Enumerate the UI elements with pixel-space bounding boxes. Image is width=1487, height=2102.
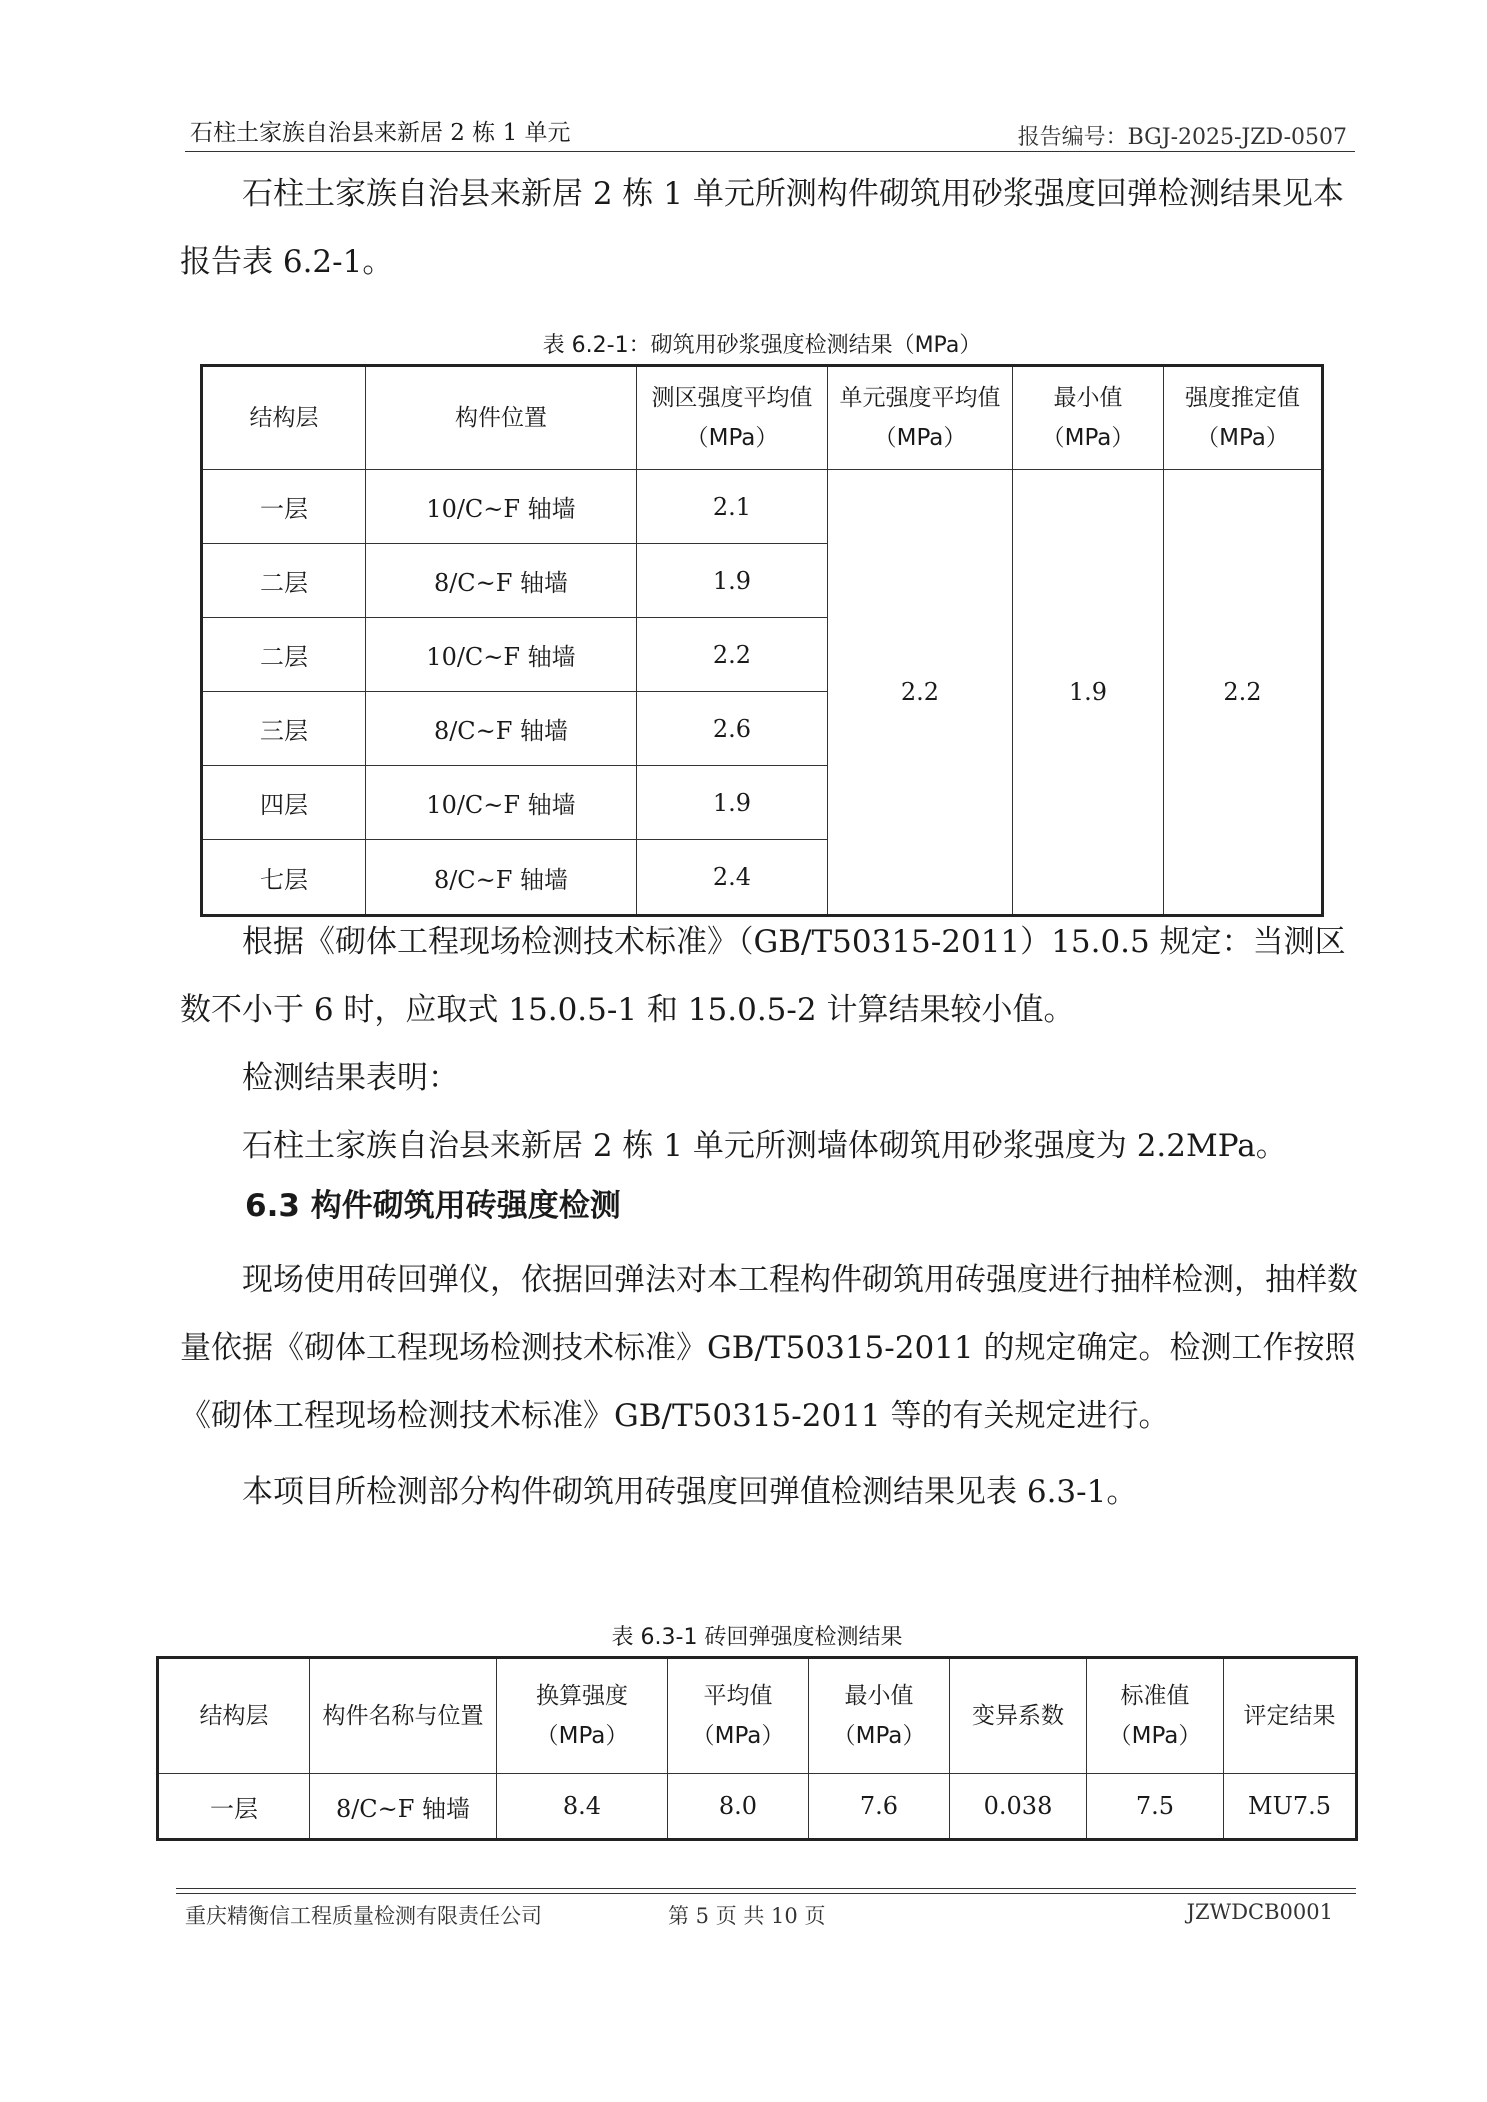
- intro-text: 石柱土家族自治县来新居 2 栋 1 单元所测构件砌筑用砂浆强度回弹检测结果见本报告表 6.2-1。: [180, 176, 1344, 280]
- converted-cell: 8.4: [497, 1774, 668, 1840]
- floor-cell: 一层: [202, 470, 366, 544]
- result-label: 检测结果表明：: [242, 1060, 459, 1096]
- floor-cell: 二层: [202, 544, 366, 618]
- table2-header-min: 最小值（MPa）: [809, 1658, 950, 1774]
- standard-text: 根据《砌体工程现场检测技术标准》（GB/T50315-2011）15.0.5 规定：当测区数不小于 6 时，应取式 15.0.5-1 和 15.0.5-2 计算结果较小值。: [180, 924, 1346, 1028]
- table1-header-position: 构件位置: [366, 366, 637, 470]
- value-cell: 1.9: [637, 544, 828, 618]
- floor-cell: 一层: [158, 1774, 310, 1840]
- table1-header-min: 最小值（MPa）: [1013, 366, 1164, 470]
- value-cell: 2.4: [637, 840, 828, 916]
- table2-header-cv: 变异系数: [950, 1658, 1087, 1774]
- min-cell: 1.9: [1013, 470, 1164, 916]
- grade-cell: MU7.5: [1224, 1774, 1357, 1840]
- header-title: 石柱土家族自治县来新居 2 栋 1 单元: [190, 120, 571, 146]
- table1-header-zone-avg: 测区强度平均值（MPa）: [637, 366, 828, 470]
- standard-cell: 7.5: [1087, 1774, 1224, 1840]
- position-cell: 8/C~F 轴墙: [366, 544, 637, 618]
- component-cell: 8/C~F 轴墙: [310, 1774, 497, 1840]
- result2-text: 本项目所检测部分构件砌筑用砖强度回弹值检测结果见表 6.3-1。: [242, 1474, 1138, 1510]
- table-row: [202, 470, 1323, 544]
- table2-header-converted: 换算强度（MPa）: [497, 1658, 668, 1774]
- footer-rule: [176, 1888, 1356, 1889]
- unit-avg-cell: 2.2: [828, 470, 1013, 916]
- position-cell: 10/C~F 轴墙: [366, 470, 637, 544]
- report-number: 报告编号：BGJ-2025-JZD-0507: [1017, 125, 1347, 150]
- floor-cell: 七层: [202, 840, 366, 916]
- footer-rule-thin: [176, 1893, 1356, 1894]
- position-cell: 8/C~F 轴墙: [366, 692, 637, 766]
- table1-header-unit-avg: 单元强度平均值（MPa）: [828, 366, 1013, 470]
- table2-header-standard: 标准值（MPa）: [1087, 1658, 1224, 1774]
- section-title: 6.3 构件砌筑用砖强度检测: [245, 1188, 621, 1224]
- table-row: [158, 1774, 1357, 1840]
- footer-page-number: 第 5 页 共 10 页: [668, 1904, 826, 1928]
- method-text: 现场使用砖回弹仪，依据回弹法对本工程构件砌筑用砖强度进行抽样检测，抽样数量依据《砌体工程现场检测技术标准》GB/T50315-2011 的规定确定。检测工作按照《砌体工程现场检测技术标准》GB/T50315-2011 等的有关规定进行。: [180, 1262, 1358, 1434]
- avg-cell: 8.0: [668, 1774, 809, 1840]
- value-cell: 2.6: [637, 692, 828, 766]
- table2-header-avg: 平均值（MPa）: [668, 1658, 809, 1774]
- floor-cell: 二层: [202, 618, 366, 692]
- position-cell: 8/C~F 轴墙: [366, 840, 637, 916]
- brick-strength-table: [156, 1656, 1358, 1841]
- result-text: 石柱土家族自治县来新居 2 栋 1 单元所测墙体砌筑用砂浆强度为 2.2MPa。: [242, 1128, 1287, 1164]
- table2-header-floor: 结构层: [158, 1658, 310, 1774]
- value-cell: 2.2: [637, 618, 828, 692]
- min-cell: 7.6: [809, 1774, 950, 1840]
- table2-header-component: 构件名称与位置: [310, 1658, 497, 1774]
- intro-paragraph: [180, 160, 1360, 296]
- value-cell: 1.9: [637, 766, 828, 840]
- value-cell: 2.1: [637, 470, 828, 544]
- table1-header-floor: 结构层: [202, 366, 366, 470]
- cv-cell: 0.038: [950, 1774, 1087, 1840]
- position-cell: 10/C~F 轴墙: [366, 618, 637, 692]
- header-rule: [185, 151, 1355, 152]
- table1-header-estimate: 强度推定值（MPa）: [1164, 366, 1323, 470]
- floor-cell: 三层: [202, 692, 366, 766]
- mortar-strength-table: [200, 364, 1324, 917]
- position-cell: 10/C~F 轴墙: [366, 766, 637, 840]
- table1-caption: 表 6.2-1：砌筑用砂浆强度检测结果（MPa）: [542, 333, 982, 358]
- method-paragraph: [180, 1246, 1360, 1526]
- floor-cell: 四层: [202, 766, 366, 840]
- standard-paragraph: [180, 908, 1360, 1180]
- table2-caption: 表 6.3-1 砖回弹强度检测结果: [611, 1625, 903, 1650]
- estimate-cell: 2.2: [1164, 470, 1323, 916]
- footer-code: JZWDCB0001: [1186, 1900, 1333, 1924]
- footer-company: 重庆精衡信工程质量检测有限责任公司: [185, 1904, 542, 1928]
- table2-header-grade: 评定结果: [1224, 1658, 1357, 1774]
